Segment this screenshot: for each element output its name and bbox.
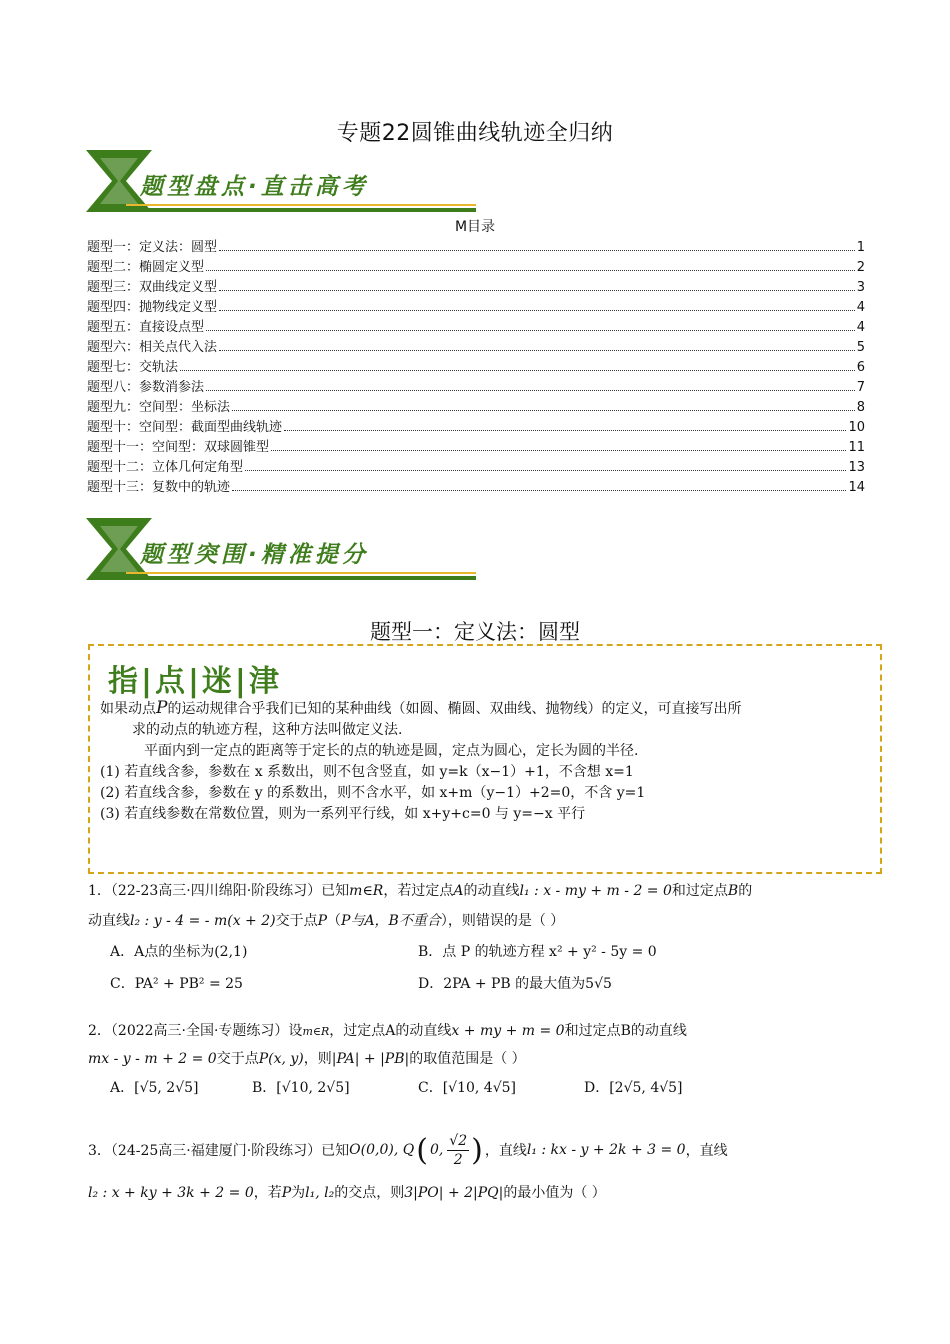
question-line: mx - y - m + 2 = 0交于点P(x, y)，则|PA| + |PB|的取值范围是（ ） [88,1051,526,1067]
toc-leader [232,410,855,411]
banner-section-overview [86,148,478,214]
toc-entry-page: 11 [848,440,865,455]
tip-title: 指|点|迷|津 [108,664,282,699]
question-2 [88,1016,868,1104]
toc-leader [206,270,855,271]
toc-entry-page: 7 [856,380,865,395]
toc-entry-page: 14 [848,480,865,495]
toc-entry-page: 3 [856,280,865,295]
toc-entry[interactable] [87,356,865,376]
toc-leader [206,390,855,391]
page-title: 专题22圆锥曲线轨迹全归纳 [336,121,614,146]
toc-leader [232,490,846,491]
toc-entry-page: 4 [856,300,865,315]
toc-entry-label: 题型十二：立体几何定角型 [87,460,244,475]
option-a[interactable]: A．A点的坐标为(2,1) [110,944,248,960]
toc-entry-label: 题型二：椭圆定义型 [87,260,205,275]
toc-entry-label: 题型七：交轨法 [87,360,179,375]
toc-entry-label: 题型八：参数消参法 [87,380,205,395]
tip-body [100,698,878,825]
question-3 [88,1122,868,1208]
option-c[interactable]: C．[√10, 4√5] [418,1080,517,1096]
toc-leader [219,290,855,291]
toc-entry[interactable] [87,316,865,336]
question-1 [88,876,868,1000]
option-b[interactable]: B．[√10, 2√5] [252,1080,350,1096]
fraction: √2 2 [449,1132,468,1168]
toc-entry[interactable] [87,416,865,436]
toc-entry-page: 13 [848,460,865,475]
toc-entry[interactable] [87,396,865,416]
question-line: 2．（2022高三·全国·专题练习）设m∈R，过定点A的动直线x + my + m = 0和过定点B的动直线 [88,1023,687,1039]
toc-leader [219,350,855,351]
toc-entry[interactable] [87,296,865,316]
toc-leader [284,430,846,431]
toc-entry[interactable] [87,476,865,496]
toc-entry[interactable] [87,376,865,396]
question-line: 动直线l₂ : y - 4 = - m(x + 2)交于点P（P与A，B不重合），则错误的是（ ） [88,913,565,929]
question-line: l₂ : x + ky + 3k + 2 = 0，若P为l₁, l₂的交点，则3|PO| + 2|PQ|的最小值为（ ） [88,1185,606,1201]
section-heading: 题型一：定义法：圆型 [370,620,580,644]
toc-entry-label: 题型九：空间型：坐标法 [87,400,231,415]
toc-entry-page: 1 [856,240,865,255]
toc-leader [180,370,855,371]
option-a[interactable]: A．[√5, 2√5] [110,1080,199,1096]
option-d[interactable]: D．2PA + PB 的最大值为5√5 [418,976,612,992]
tip-paragraph: 如果动点P的运动规律合乎我们已知的某种曲线（如圆、椭圆、双曲线、抛物线）的定义，可直接写出所 [100,698,742,718]
toc-entry-label: 题型十：空间型：截面型曲线轨迹 [87,420,283,435]
toc-entry-page: 6 [856,360,865,375]
paren-right: ) [471,1132,483,1168]
table-of-contents [87,236,865,496]
toc-entry-page: 10 [848,420,865,435]
toc-entry-page: 8 [856,400,865,415]
toc-entry-label: 题型十三：复数中的轨迹 [87,480,231,495]
toc-leader [206,330,855,331]
toc-entry-label: 题型四：抛物线定义型 [87,300,218,315]
toc-entry[interactable] [87,236,865,256]
toc-entry-label: 题型五：直接设点型 [87,320,205,335]
toc-entry[interactable] [87,256,865,276]
banner-section-practice [86,516,478,582]
tip-paragraph: 求的动点的轨迹方程，这种方法叫做定义法. [132,722,403,738]
option-c[interactable]: C．PA² + PB² = 25 [110,976,243,992]
toc-heading: M目录 [454,219,496,235]
toc-leader [219,250,855,251]
toc-entry[interactable] [87,276,865,296]
toc-entry-label: 题型一：定义法：圆型 [87,240,218,255]
toc-entry-page: 4 [856,320,865,335]
question-line: 1．（22-23高三·四川绵阳·阶段练习）已知m∈R，若过定点A的动直线l₁ : x - my + m - 2 = 0和过定点B的 [88,883,753,899]
question-line: 3．（24-25高三·福建厦门·阶段练习）已知 O(0,0), Q ( 0, √2 2 ) ，直线 l₁ : kx - y + 2k + 3 = 0 ，直线 [88,1132,728,1168]
toc-leader [219,310,855,311]
toc-entry-label: 题型三：双曲线定义型 [87,280,218,295]
toc-entry-label: 题型十一：空间型：双球圆锥型 [87,440,270,455]
toc-entry[interactable] [87,456,865,476]
banner-overview-text: 题型盘点·直击高考 [140,174,369,200]
toc-entry-page: 5 [856,340,865,355]
toc-leader [271,450,846,451]
paren-left: ( [416,1132,428,1168]
toc-entry-label: 题型六：相关点代入法 [87,340,218,355]
tip-paragraph: 平面内到一定点的距离等于定长的点的轨迹是圆，定点为圆心，定长为圆的半径. [144,743,639,759]
tip-box [88,644,882,874]
option-b[interactable]: B．点 P 的轨迹方程 x² + y² - 5y = 0 [418,944,657,960]
toc-entry-page: 2 [856,260,865,275]
tip-rule: (1) 若直线含参，参数在 x 系数出，则不包含竖直，如 y=k（x−1）+1，不含想 x=1 [100,764,634,780]
banner-practice-text: 题型突围·精准提分 [140,542,369,568]
toc-leader [245,470,846,471]
tip-rule: (3) 若直线参数在常数位置，则为一系列平行线，如 x+y+c=0 与 y=−x 平行 [100,806,586,822]
toc-entry[interactable] [87,436,865,456]
tip-rule: (2) 若直线含参，参数在 y 的系数出，则不含水平，如 x+m（y−1）+2=0，不含 y=1 [100,785,646,801]
option-d[interactable]: D．[2√5, 4√5] [584,1080,683,1096]
toc-entry[interactable] [87,336,865,356]
